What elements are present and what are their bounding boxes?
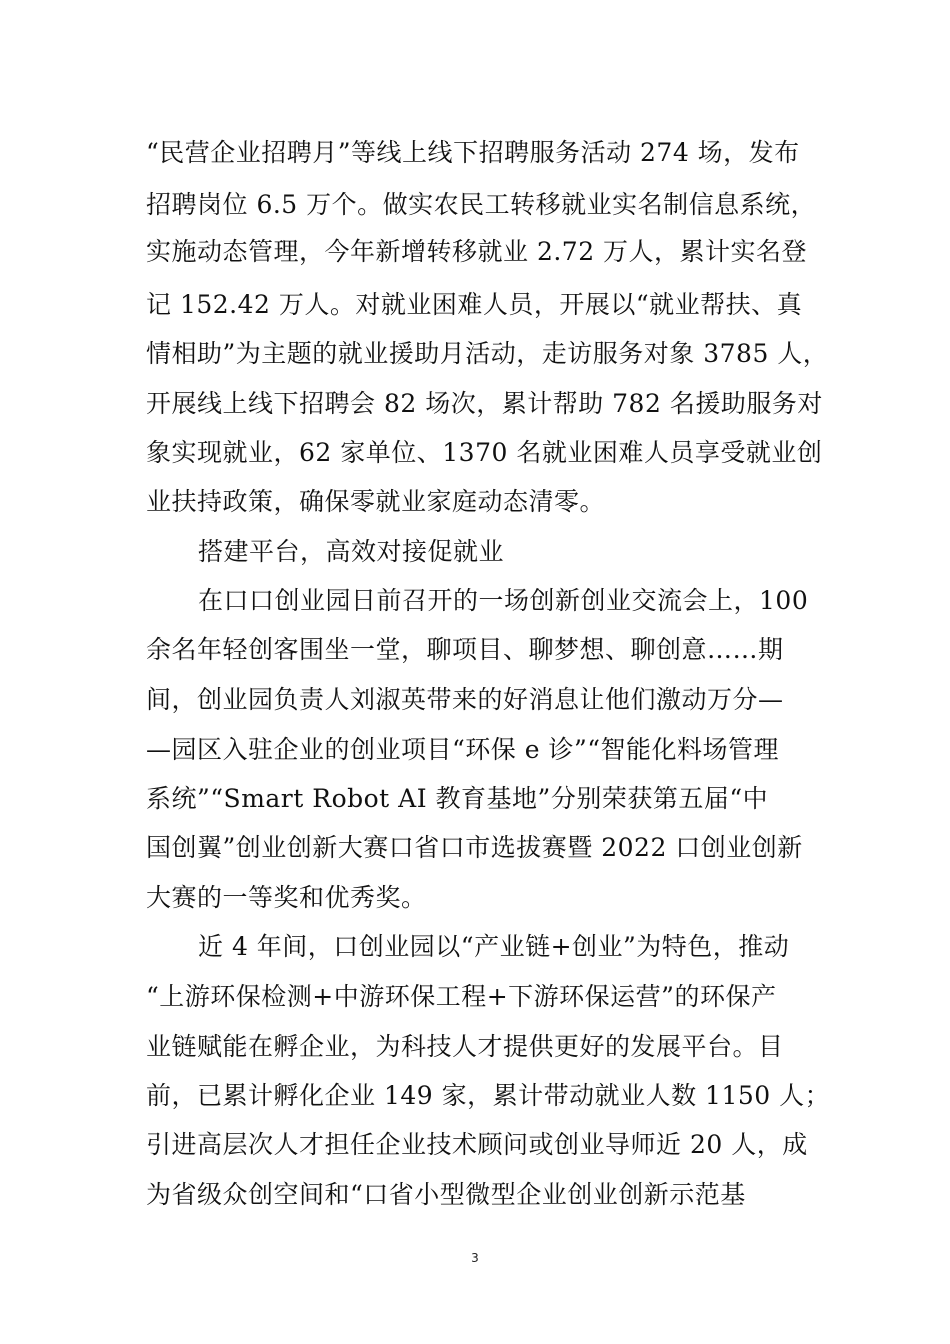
body-text-line: 引进高层次人才担任企业技术顾问或创业导师近 20 人，成 [146,1130,808,1159]
body-text-line: “上游环保检测+中游环保工程+下游环保运营”的环保产 [146,982,777,1011]
section-heading: 搭建平台，高效对接促就业 [198,537,505,566]
body-text-line: 招聘岗位 6.5 万个。做实农民工转移就业实名制信息系统， [146,190,817,219]
body-text-line: 系统”“Smart Robot AI 教育基地”分别荣获第五届“中 [146,784,769,813]
body-text-line: 业扶持政策，确保零就业家庭动态清零。 [146,487,606,516]
page-number: 3 [471,1251,479,1265]
body-text-line: 实施动态管理，今年新增转移就业 2.72 万人，累计实名登 [146,237,808,266]
body-text-line: 余名年轻创客围坐一堂，聊项目、聊梦想、聊创意……期 [146,635,784,664]
body-text-line: 前，已累计孵化企业 149 家，累计带动就业人数 1150 人； [146,1081,831,1110]
body-text-line: 开展线上线下招聘会 82 场次，累计帮助 782 名援助服务对 [146,389,823,418]
body-text-line: “民营企业招聘月”等线上线下招聘服务活动 274 场，发布 [146,138,800,167]
body-text-line: 记 152.42 万人。对就业困难人员，开展以“就业帮扶、真 [146,290,803,319]
body-text-line: 为省级众创空间和“口省小型微型企业创业创新示范基 [146,1180,746,1209]
body-text-line: 大赛的一等奖和优秀奖。 [146,883,427,912]
body-text-line: 情相助”为主题的就业援助月活动，走访服务对象 3785 人， [146,339,829,368]
body-text-line: 国创翼”创业创新大赛口省口市选拔赛暨 2022 口创业创新 [146,833,803,862]
body-text-line: 在口口创业园日前召开的一场创新创业交流会上，100 [198,586,809,615]
body-text-line: 象实现就业，62 家单位、1370 名就业困难人员享受就业创 [146,438,823,467]
body-text-line: 间，创业园负责人刘淑英带来的好消息让他们激动万分— [146,685,784,714]
body-text-line: 业链赋能在孵企业，为科技人才提供更好的发展平台。目 [146,1032,784,1061]
body-text-line: 近 4 年间，口创业园以“产业链+创业”为特色，推动 [198,932,790,961]
body-text-line: —园区入驻企业的创业项目“环保 e 诊”“智能化料场管理 [146,735,780,764]
